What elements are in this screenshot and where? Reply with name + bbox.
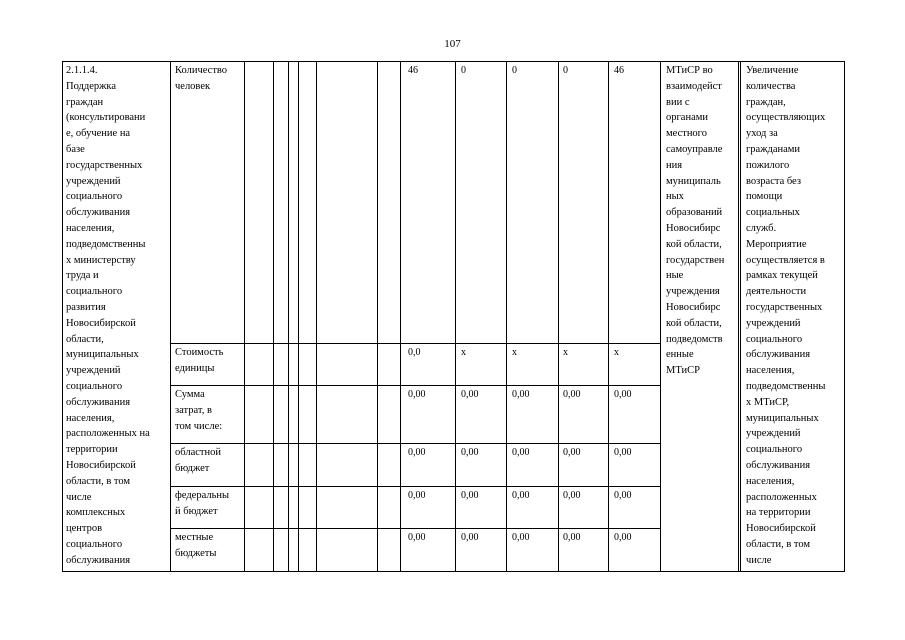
measure-description: 2.1.1.4. Поддержка граждан (консультировани е, обучение на базе государственных учреждений социального обслуживания населения, подведомственны х министерству труда и социального развития Новосибирской области, муниципальных учреждений социального обслуживания населения, расположенных на территории Новосибирской области, в том числе комплексных центров социального обслуживания bbox=[66, 65, 150, 566]
value-cell: 0,00 bbox=[461, 490, 479, 501]
value-cell: 0,00 bbox=[614, 490, 632, 501]
row-label-total-cost: Сумма затрат, в том числе: bbox=[175, 389, 223, 432]
row-divider bbox=[170, 385, 660, 386]
executor-text: МТиСР во взаимодейст вии с органами местного самоуправле ния муниципаль ных образований Новосибирс кой области, государствен ные учреждения Новосибирс кой области, подведомств енные МТиСР bbox=[666, 65, 725, 377]
value-cell: 0,00 bbox=[408, 447, 426, 458]
row-divider bbox=[170, 528, 660, 529]
row-label-regional-budget: областной бюджет bbox=[175, 447, 221, 474]
value-cell: 0,00 bbox=[563, 532, 581, 543]
column-divider bbox=[455, 62, 456, 571]
row-label-unit-cost: Стоимость единицы bbox=[175, 347, 224, 374]
value-cell: 0,0 bbox=[408, 347, 421, 358]
page-number: 107 bbox=[444, 38, 461, 50]
value-cell: x bbox=[614, 347, 619, 358]
value-cell: 0,00 bbox=[512, 532, 530, 543]
column-divider bbox=[298, 62, 299, 571]
row-divider bbox=[170, 343, 660, 344]
value-cell: x bbox=[563, 347, 568, 358]
value-cell: 46 bbox=[408, 65, 418, 76]
measures-table bbox=[62, 61, 845, 572]
value-cell: 0,00 bbox=[461, 389, 479, 400]
value-cell: 0,00 bbox=[512, 447, 530, 458]
column-divider bbox=[273, 62, 274, 571]
row-label-quantity: Количество человек bbox=[175, 65, 228, 92]
row-divider bbox=[170, 443, 660, 444]
column-divider bbox=[740, 62, 741, 571]
row-divider bbox=[170, 486, 660, 487]
value-cell: 0,00 bbox=[512, 389, 530, 400]
value-cell: 0,00 bbox=[408, 490, 426, 501]
value-cell: 0,00 bbox=[408, 532, 426, 543]
value-cell: x bbox=[512, 347, 517, 358]
value-cell: 0 bbox=[563, 65, 568, 76]
value-cell: 0 bbox=[461, 65, 466, 76]
column-divider bbox=[316, 62, 317, 571]
value-cell: 0,00 bbox=[563, 389, 581, 400]
expected-result-text: Увеличение количества граждан, осуществляющих уход за гражданами пожилого возраста без помощи социальных служб. Мероприятие осуществляется в рамках текущей деятельности государственных учреждений социального обслуживания населения, подведомственны х МТиСР, муниципальных учреждений социального обслуживания населения, расположенных на территории Новосибирской области, в том числе bbox=[746, 65, 826, 566]
value-cell: 0,00 bbox=[512, 490, 530, 501]
value-cell: 0,00 bbox=[563, 490, 581, 501]
value-cell: 0,00 bbox=[614, 447, 632, 458]
row-label-local-budgets: местные бюджеты bbox=[175, 532, 217, 559]
column-divider bbox=[170, 62, 171, 571]
column-divider bbox=[660, 62, 661, 571]
value-cell: 0 bbox=[512, 65, 517, 76]
value-cell: 0,00 bbox=[563, 447, 581, 458]
column-divider bbox=[558, 62, 559, 571]
column-divider bbox=[400, 62, 401, 571]
column-divider bbox=[608, 62, 609, 571]
value-cell: 0,00 bbox=[408, 389, 426, 400]
value-cell: 0,00 bbox=[614, 532, 632, 543]
value-cell: 0,00 bbox=[461, 447, 479, 458]
value-cell: 46 bbox=[614, 65, 624, 76]
value-cell: x bbox=[461, 347, 466, 358]
value-cell: 0,00 bbox=[614, 389, 632, 400]
column-divider bbox=[288, 62, 289, 571]
value-cell: 0,00 bbox=[461, 532, 479, 543]
row-label-federal-budget: федеральны й бюджет bbox=[175, 490, 230, 517]
column-divider bbox=[506, 62, 507, 571]
column-divider bbox=[377, 62, 378, 571]
